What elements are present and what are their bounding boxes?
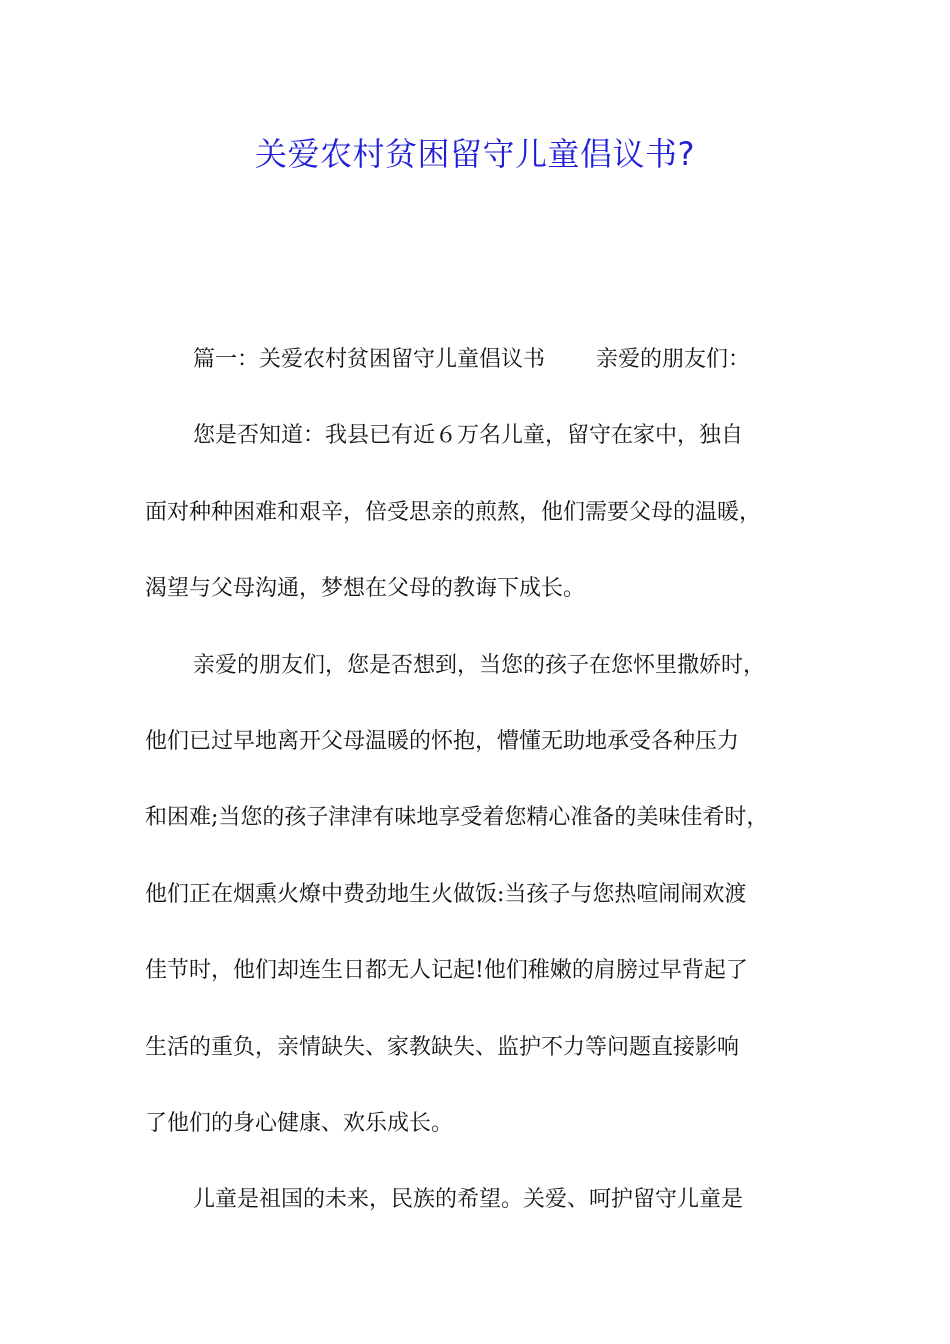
- body-line: 生活的重负，亲情缺失、家教缺失、监护不力等问题直接影响: [145, 1034, 740, 1060]
- body-line: 他们正在烟熏火燎中费劲地生火做饭:当孩子与您热喧闹闹欢渡: [145, 881, 747, 907]
- body-line: 佳节时，他们却连生日都无人记起!他们稚嫩的肩膀过早背起了: [145, 958, 748, 984]
- document-body: [145, 338, 820, 1255]
- document-title: 关爱农村贫困留守儿童倡议书?: [255, 135, 695, 173]
- body-line: 渴望与父母沟通，梦想在父母的教诲下成长。: [145, 576, 586, 602]
- body-line: 和困难;当您的孩子津津有味地享受着您精心准备的美味佳肴时，: [145, 805, 769, 831]
- body-line: 篇一：关爱农村贫困留守儿童倡议书 亲爱的朋友们：: [193, 347, 750, 372]
- body-line: 您是否知道：我县已有近６万名儿童，留守在家中，独自: [193, 423, 744, 449]
- body-line: 面对种种困难和艰辛，倍受思亲的煎熬，他们需要父母的温暖，: [145, 499, 762, 525]
- body-line: 亲爱的朋友们，您是否想到，当您的孩子在您怀里撒娇时，: [193, 652, 766, 678]
- body-line: 了他们的身心健康、欢乐成长。: [145, 1110, 454, 1136]
- body-line: 儿童是祖国的未来，民族的希望。关爱、呵护留守儿童是: [193, 1187, 744, 1213]
- body-line: 他们已过早地离开父母温暖的怀抱，懵懂无助地承受各种压力: [145, 728, 740, 754]
